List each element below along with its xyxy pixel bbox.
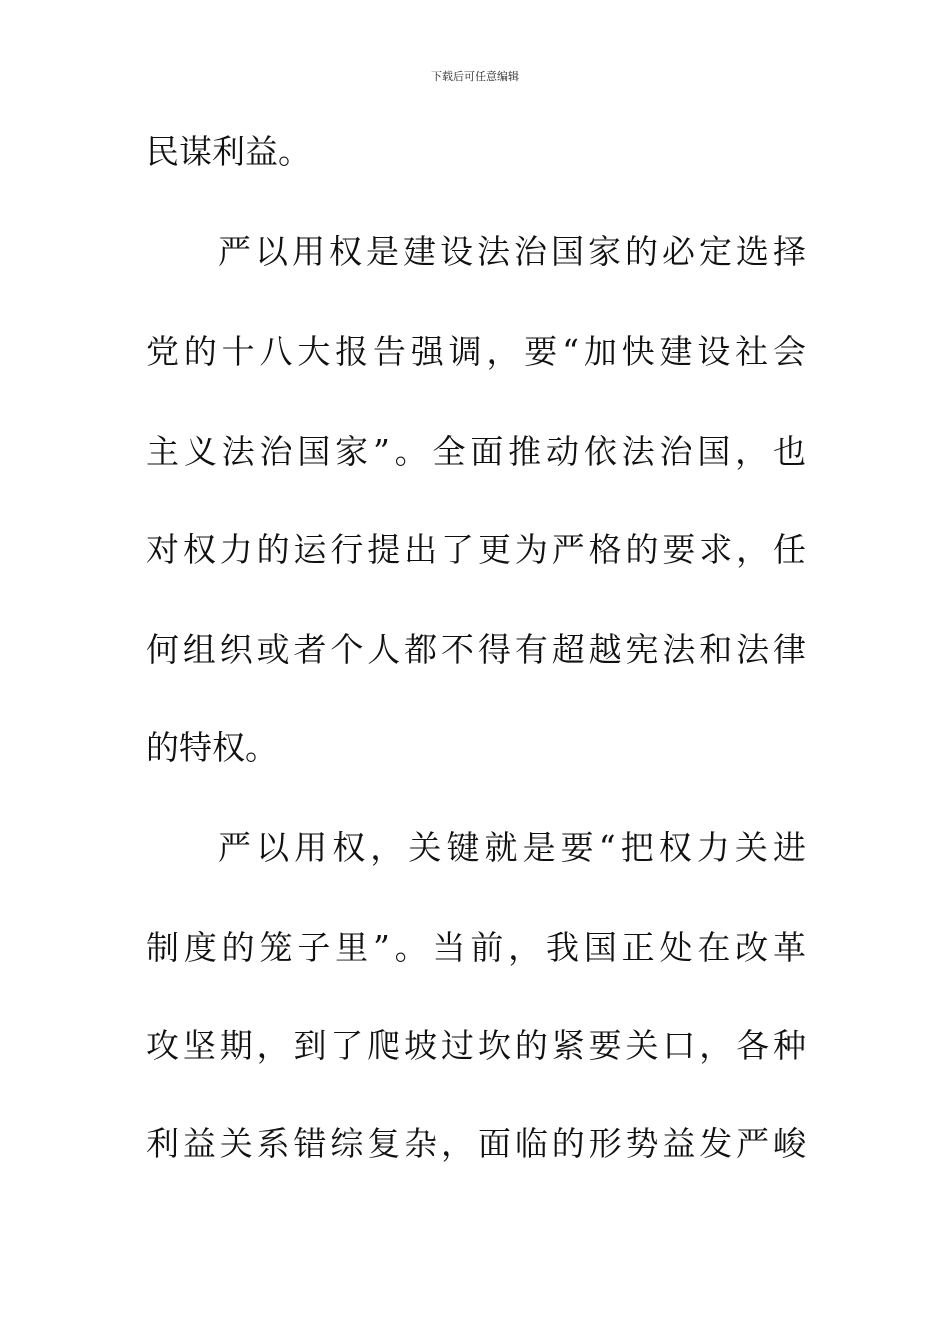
- page-header: 下载后可任意编辑: [431, 70, 519, 83]
- text-line: 的特权。: [146, 728, 278, 767]
- text-line: 主义法治国家”。全面推动依法治国，也: [146, 432, 806, 471]
- text-line: 攻坚期，到了爬坡过坎的紧要关口，各种: [146, 1026, 806, 1065]
- text-line: 利益关系错综复杂，面临的形势益发严峻: [146, 1124, 806, 1163]
- text-line: 何组织或者个人都不得有超越宪法和法律: [146, 630, 806, 669]
- text-line: 党的十八大报告强调，要“加快建设社会: [146, 332, 806, 371]
- text-line: 制度的笼子里”。当前，我国正处在改革: [146, 928, 806, 967]
- text-line: 民谋利益。: [146, 132, 311, 171]
- paragraph-first-line: 严以用权是建设法治国家的必定选择: [218, 232, 806, 271]
- paragraph-first-line: 严以用权，关键就是要“把权力关进: [218, 828, 806, 867]
- text-line: 对权力的运行提出了更为严格的要求，任: [146, 530, 806, 569]
